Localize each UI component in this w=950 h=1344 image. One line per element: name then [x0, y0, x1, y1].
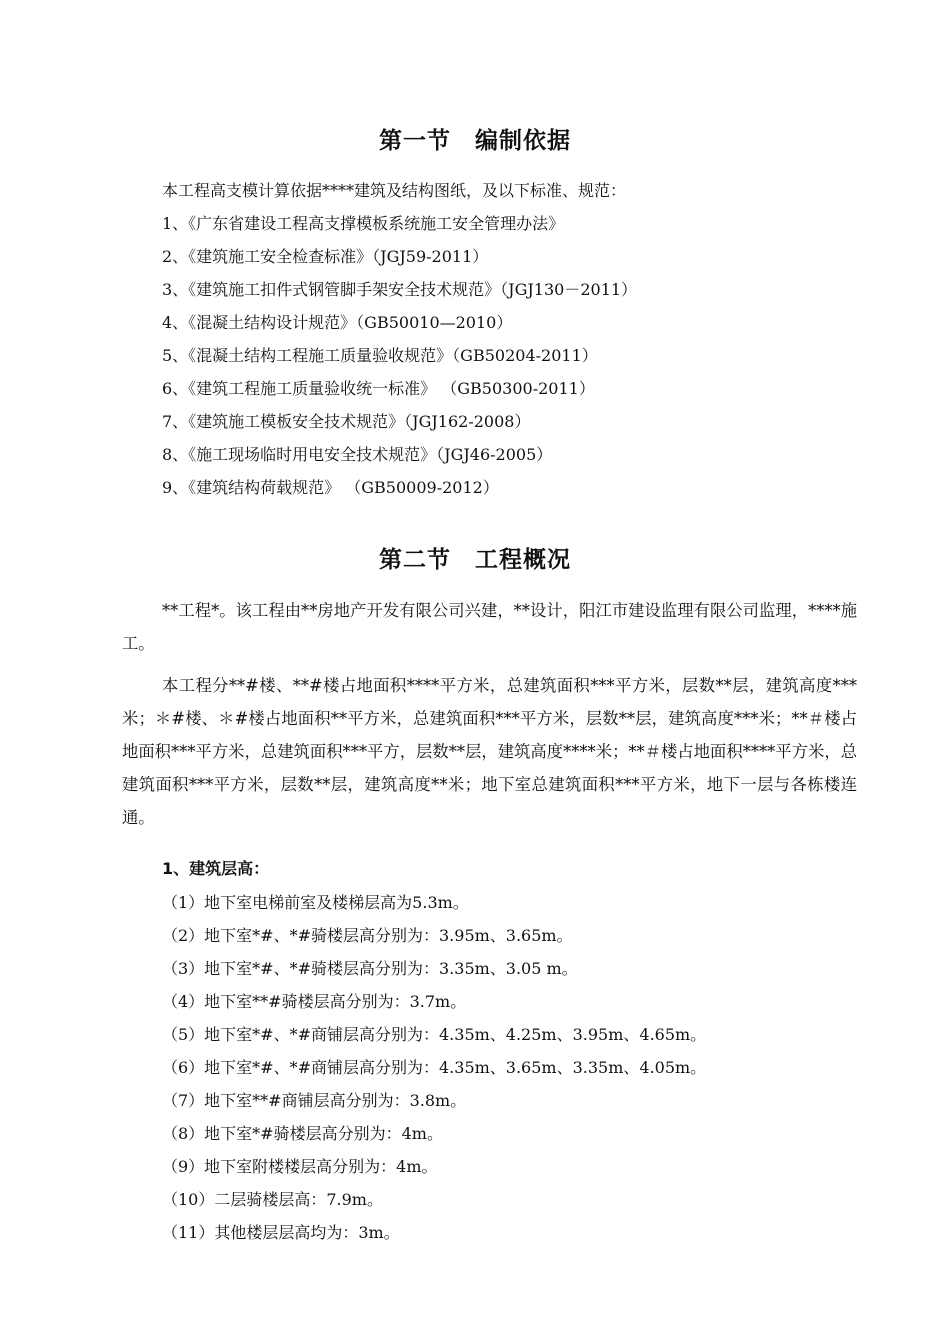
reference-item: 8、《施工现场临时用电安全技术规范》（JGJ46-2005）: [162, 445, 553, 464]
building-heights-subheading: 1、建筑层高：: [162, 859, 270, 878]
height-item: （9）地下室附楼楼层高分别为：4m。: [162, 1157, 438, 1176]
height-item: （7）地下室**#商铺层高分别为：3.8m。: [162, 1091, 467, 1110]
height-item: （6）地下室*#、*#商铺层高分别为：4.35m、3.65m、3.35m、4.05m。: [162, 1058, 707, 1077]
building-description-paragraph: 本工程分**#楼、**#楼占地面积****平方米，总建筑面积***平方米，层数**层，建筑高度***米；＊#楼、＊#楼占地面积**平方米，总建筑面积***平方米，层数**层，建筑高度***米；**＃楼占地面积***平方米，总建筑面积***平方，层数**层，建筑高度****米；**＃楼占地面积****平方米，总建筑面积***平方米，层数**层，建筑高度**米；地下室总建筑面积***平方米，地下一层与各栋楼连通。: [122, 676, 857, 827]
section1-title: 第一节 编制依据: [379, 128, 571, 154]
section2-title: 第二节 工程概况: [379, 547, 571, 573]
height-item: （3）地下室*#、*#骑楼层高分别为：3.35m、3.05 m。: [162, 959, 578, 978]
reference-item: 4、《混凝土结构设计规范》（GB50010—2010）: [162, 313, 513, 332]
reference-item: 1、《广东省建设工程高支撑模板系统施工安全管理办法》: [162, 214, 565, 233]
reference-item: 7、《建筑施工模板安全技术规范》（JGJ162-2008）: [162, 412, 531, 431]
height-item: （8）地下室*#骑楼层高分别为：4m。: [162, 1124, 443, 1143]
height-item: （2）地下室*#、*#骑楼层高分别为：3.95m、3.65m。: [162, 926, 573, 945]
reference-item: 2、《建筑施工安全检查标准》（JGJ59-2011）: [162, 247, 489, 266]
section1-intro: 本工程高支模计算依据****建筑及结构图纸，及以下标准、规范：: [162, 181, 627, 200]
height-item: （10）二层骑楼层高：7.9m。: [162, 1190, 383, 1209]
reference-item: 6、《建筑工程施工质量验收统一标准》 （GB50300-2011）: [162, 379, 595, 398]
reference-item: 9、《建筑结构荷载规范》 （GB50009-2012）: [162, 478, 499, 497]
project-overview-paragraph: **工程*。该工程由**房地产开发有限公司兴建，**设计，阳江市建设监理有限公司监理，****施工。: [122, 601, 857, 653]
height-item: （4）地下室**#骑楼层高分别为：3.7m。: [162, 992, 467, 1011]
height-item: （11）其他楼层层高均为：3m。: [162, 1223, 400, 1242]
reference-item: 3、《建筑施工扣件式钢管脚手架安全技术规范》（JGJ130－2011）: [162, 280, 638, 299]
height-item: （5）地下室*#、*#商铺层高分别为：4.35m、4.25m、3.95m、4.65m。: [162, 1025, 707, 1044]
height-item: （1）地下室电梯前室及楼梯层高为5.3m。: [162, 893, 469, 912]
reference-item: 5、《混凝土结构工程施工质量验收规范》（GB50204-2011）: [162, 346, 598, 365]
